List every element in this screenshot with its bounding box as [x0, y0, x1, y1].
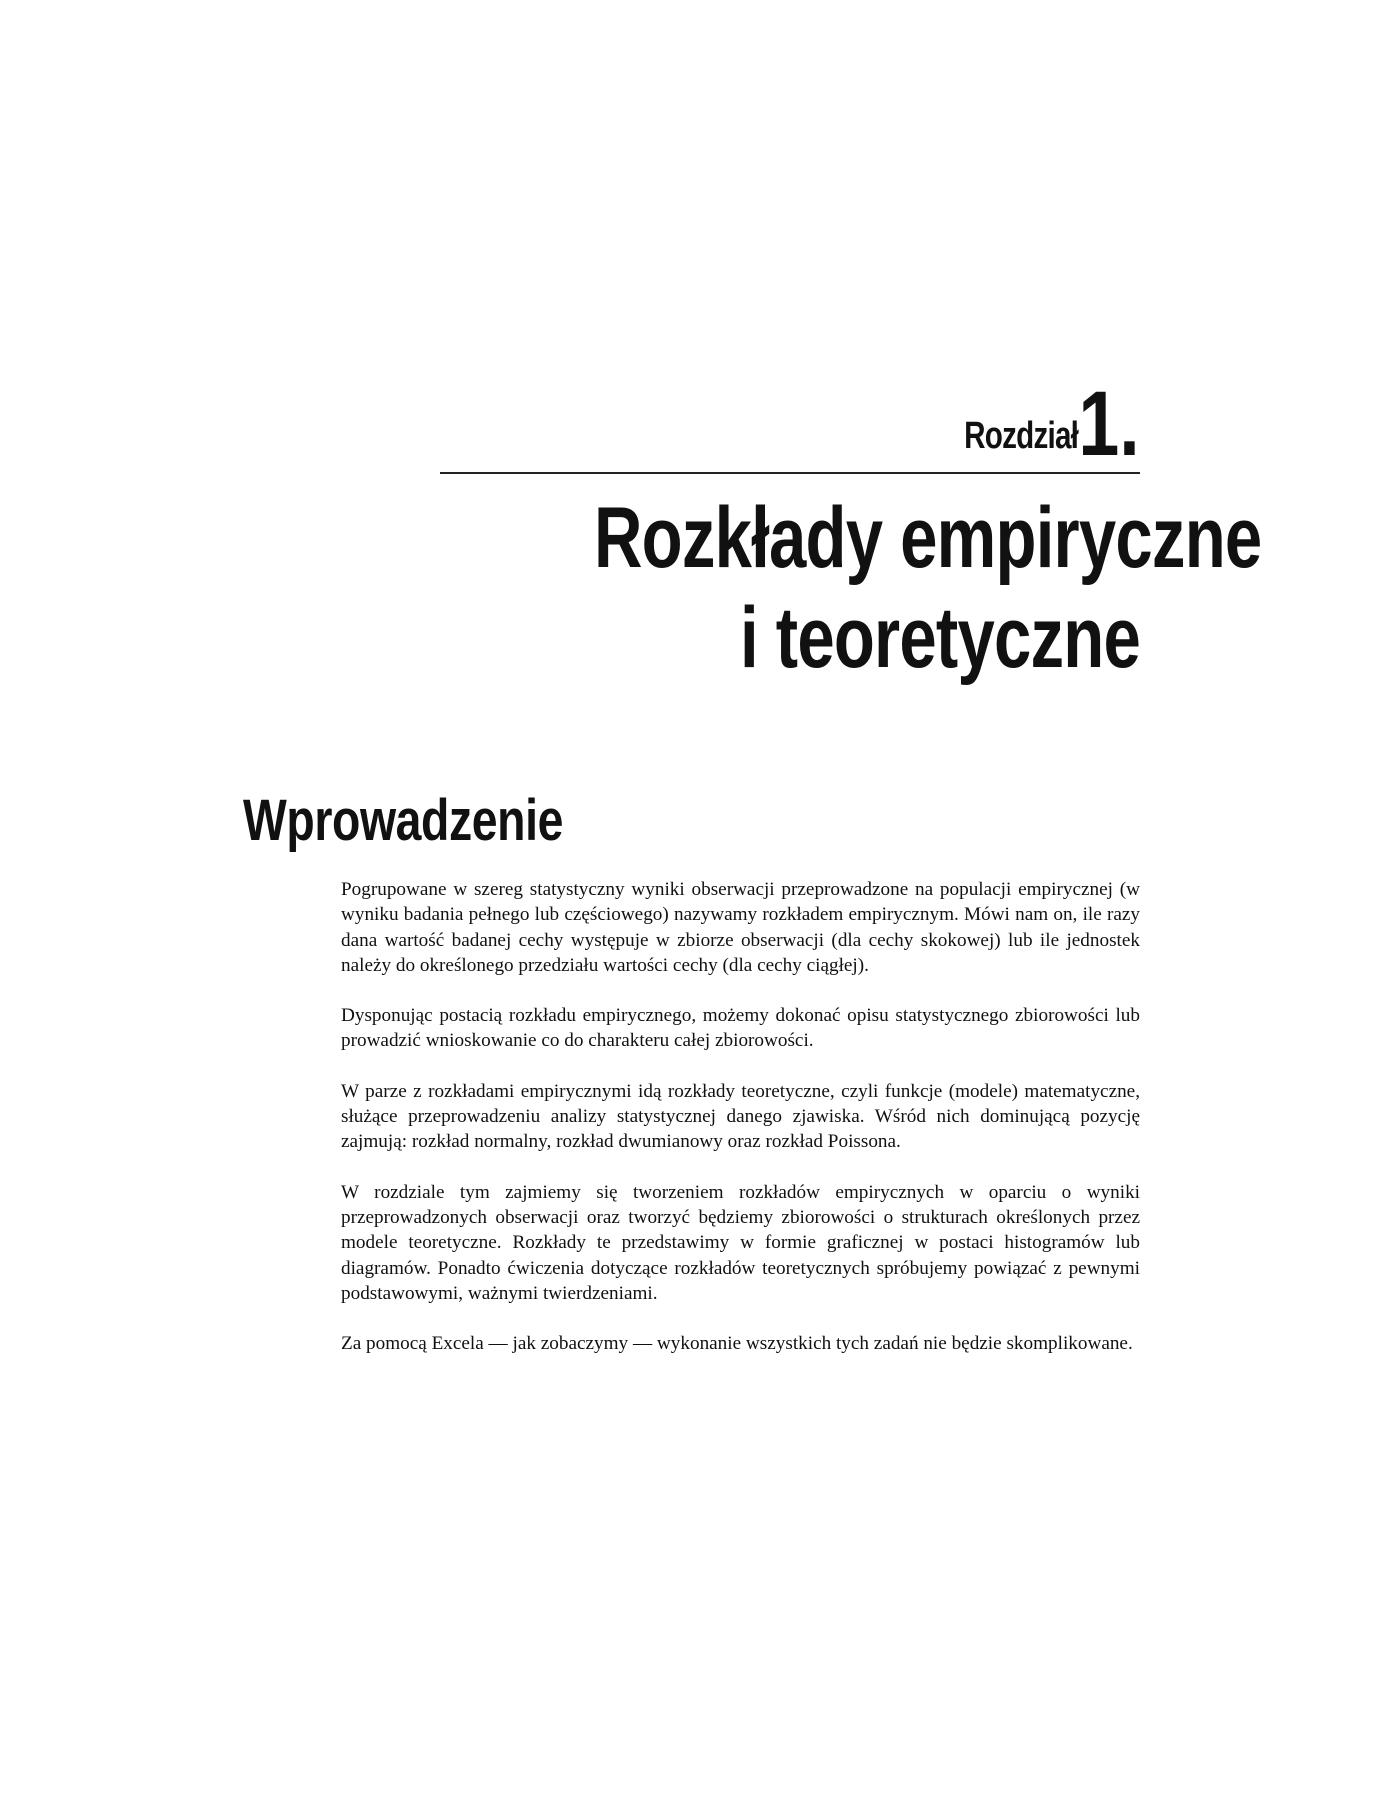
chapter-title-line-1: Rozkłady empiryczne: [594, 490, 1262, 586]
chapter-title-line-2: i teoretyczne: [740, 590, 1140, 686]
chapter-header: [440, 373, 1262, 688]
chapter-divider: [440, 472, 1140, 474]
chapter-number: 1.: [1078, 373, 1140, 475]
paragraph: Za pomocą Excela — jak zobaczymy — wykonanie wszystkich tych zadań nie będzie skomplikowane.: [341, 1333, 1133, 1355]
paragraph: W parze z rozkładami empirycznymi idą rozkłady teoretyczne, czyli funkcje (modele) matematyczne, służące przeprowadzeniu analizy statystycznej danego zjawiska. Wśród nich dominującą pozycję zajmują: rozkład normalny, rozkład dwumianowy oraz rozkład Poissona.: [341, 1080, 1140, 1153]
paragraph: W rozdziale tym zajmiemy się tworzeniem rozkładów empirycznych w oparciu o wyniki przeprowadzonych obserwacji oraz tworzyć będziemy zbiorowości o strukturach określonych przez modele teoretyczne. Rozkłady te przedstawimy w formie graficznej w postaci histogramów lub diagramów. Ponadto ćwiczenia dotyczące rozkładów teoretycznych spróbujemy powiązać z pewnymi podstawowymi, ważnymi twierdzeniami.: [341, 1181, 1140, 1304]
paragraph: Pogrupowane w szereg statystyczny wyniki obserwacji przeprowadzone na populacji empirycznej (w wyniku badania pełnego lub częściowego) nazywamy rozkładem empirycznym. Mówi nam on, ile razy dana wartość badanej cechy występuje w zbiorze obserwacji (dla cechy skokowej) lub ile jednostek należy do określonego przedziału wartości cechy (dla cechy ciągłej).: [341, 879, 1140, 976]
body-text: [341, 877, 1140, 1381]
paragraph: Dysponując postacią rozkładu empirycznego, możemy dokonać opisu statystycznego zbiorowości lub prowadzić wnioskowanie co do charakteru całej zbiorowości.: [341, 1005, 1140, 1052]
section-heading: Wprowadzenie: [243, 788, 564, 853]
chapter-title: [440, 488, 1262, 688]
chapter-label-row: [440, 373, 1140, 475]
chapter-label: Rozdział: [964, 415, 1078, 457]
